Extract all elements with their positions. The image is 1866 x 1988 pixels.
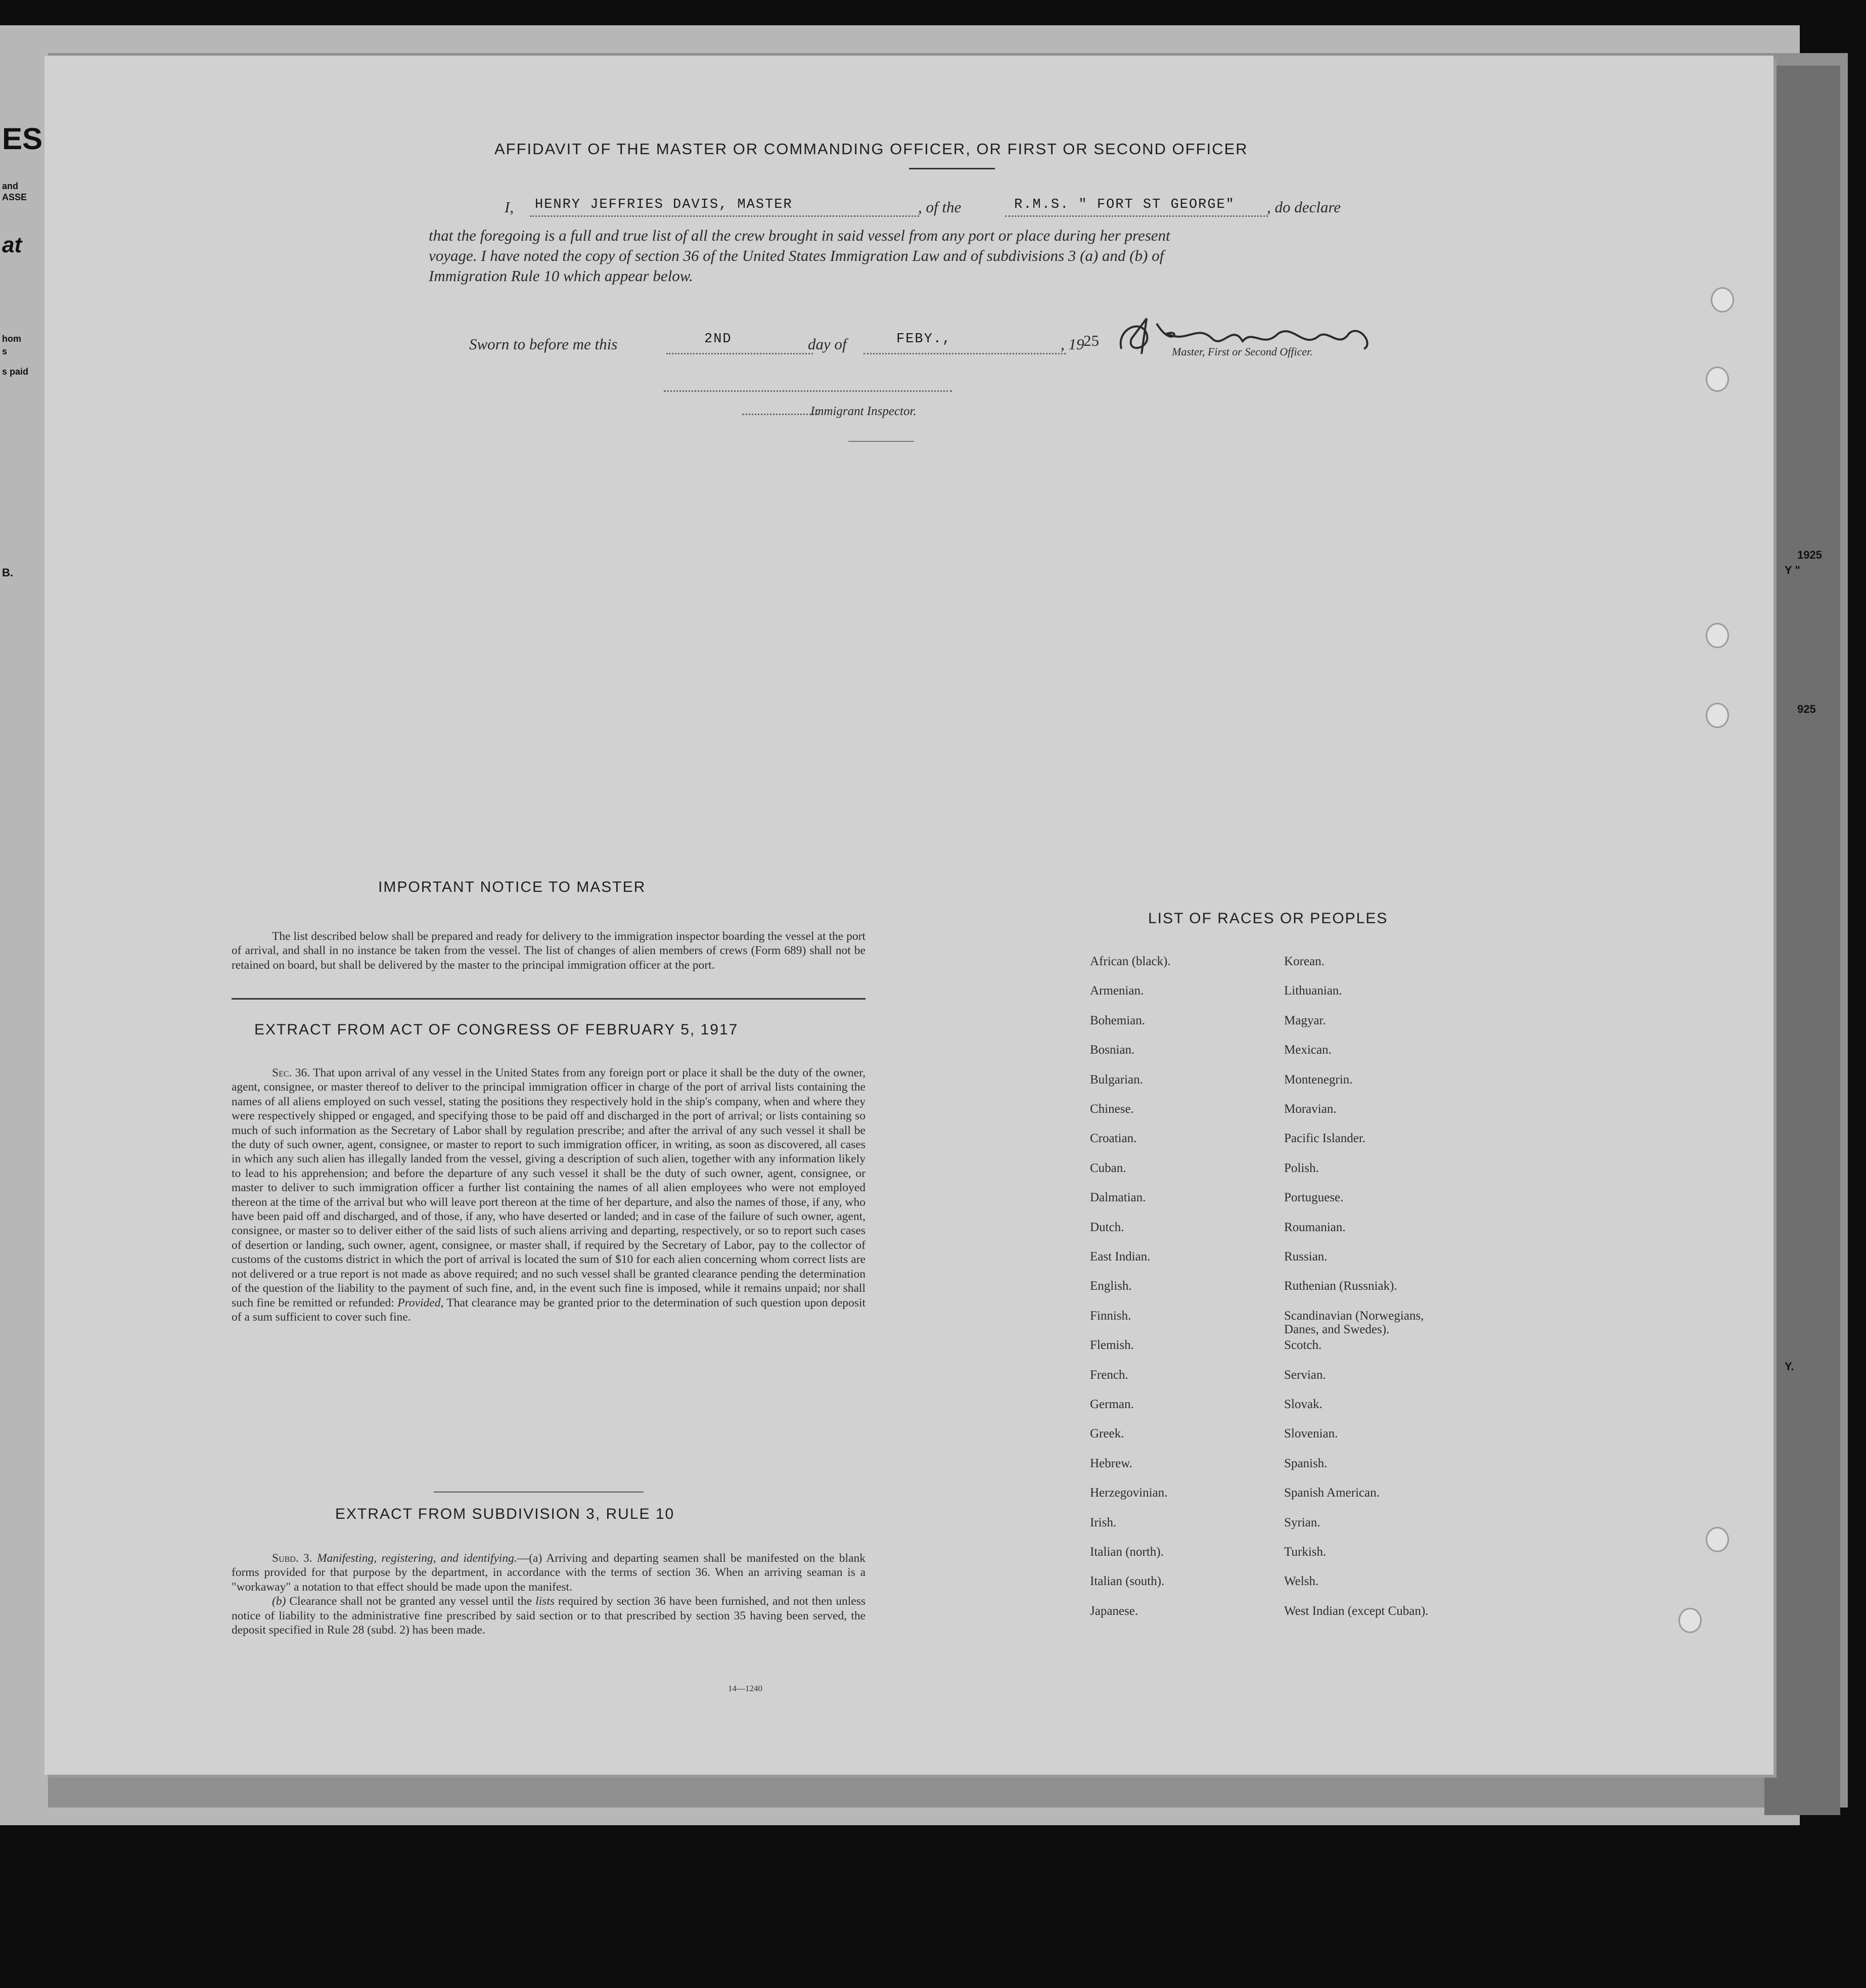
race-item: Hebrew. bbox=[1090, 1456, 1132, 1470]
subd-label: Subd. 3. bbox=[272, 1552, 312, 1565]
edge-fragment: and bbox=[2, 181, 19, 191]
punch-hole bbox=[1706, 1527, 1729, 1552]
edge-fragment: s paid bbox=[2, 367, 29, 377]
punch-hole bbox=[1706, 623, 1729, 648]
races-right-column bbox=[1284, 955, 1507, 1698]
form-number: 14—1240 bbox=[728, 1684, 762, 1693]
subd-heading: Manifesting, registering, and identifying. bbox=[316, 1552, 517, 1565]
extract-rule-title: EXTRACT FROM SUBDIVISION 3, RULE 10 bbox=[335, 1506, 675, 1522]
provided-text: That clearance may be granted prior to the determination of such question upon deposit of a sum sufficient to cover such fine. bbox=[232, 1296, 866, 1324]
race-item: Slovak. bbox=[1284, 1397, 1323, 1411]
race-item: East Indian. bbox=[1090, 1250, 1151, 1263]
right-edge-sheets bbox=[1764, 66, 1840, 1815]
edge-fragment: B. bbox=[2, 566, 13, 579]
punch-hole bbox=[1678, 1608, 1702, 1633]
left-edge-fragments bbox=[0, 121, 51, 627]
race-item: Chinese. bbox=[1090, 1102, 1134, 1116]
race-item: Irish. bbox=[1090, 1515, 1117, 1529]
notice-paragraph: The list described below shall be prepared and ready for delivery to the immigration inspector boarding the vessel at the port of arrival, and shall in no instance be taken from the vessel. The list of changes of alien members of crews (Form 689) shall not be retained on board, but shall be delivered by the master to the principal immigration officer at the port. bbox=[232, 930, 866, 972]
edge-fragment: 925 bbox=[1797, 703, 1816, 715]
race-item: Lithuanian. bbox=[1284, 984, 1342, 998]
race-item: African (black). bbox=[1090, 955, 1171, 968]
extract-act-title: EXTRACT FROM ACT OF CONGRESS OF FEBRUARY 5, 1917 bbox=[254, 1021, 739, 1038]
title-underline bbox=[909, 168, 995, 169]
race-item: French. bbox=[1090, 1368, 1128, 1382]
race-item: Bohemian. bbox=[1090, 1013, 1146, 1027]
race-item: Japanese. bbox=[1090, 1604, 1139, 1618]
edge-fragment: 1925 bbox=[1797, 549, 1822, 561]
divider bbox=[232, 998, 866, 1000]
para-b-2: required by section 36 have been furnished, and not then unless notice of liability to the administrative fine prescribed by said section or to that prescribed by section 35 having been served, the deposit specified in Rule 28 (subd. 2) has been made. bbox=[232, 1595, 866, 1637]
para-b-1: Clearance shall not be granted any vessel until the bbox=[289, 1595, 532, 1608]
inspector-label: Immigrant Inspector. bbox=[810, 404, 917, 418]
race-item: Spanish American. bbox=[1284, 1486, 1380, 1500]
race-item: Roumanian. bbox=[1284, 1220, 1346, 1234]
para-b-label: (b) bbox=[272, 1595, 286, 1608]
race-item: Armenian. bbox=[1090, 984, 1144, 998]
para-a: —(a) Arriving and departing seamen shall be manifested on the blank forms provided for that purpose by the department, in accordance with the terms of section 36. When an arriving seaman is a "workaway" a notation to that effect should be made upon the manifest. bbox=[232, 1552, 866, 1594]
document-page bbox=[44, 56, 1773, 1775]
edge-fragment: ASSE bbox=[2, 192, 27, 202]
edge-fragment: ES bbox=[2, 122, 43, 156]
affidavit-line-2: that the foregoing is a full and true list of all the crew brought in said vessel from any port or place during her present bbox=[429, 227, 1170, 244]
divider bbox=[848, 441, 914, 442]
race-item: German. bbox=[1090, 1397, 1134, 1411]
races-title: LIST OF RACES OR PEOPLES bbox=[1148, 910, 1388, 927]
race-item: Herzegovinian. bbox=[1090, 1486, 1168, 1500]
divider bbox=[434, 1492, 644, 1493]
edge-fragment: s bbox=[2, 346, 8, 356]
sworn-month: FEBY., bbox=[896, 332, 952, 347]
race-item: Croatian. bbox=[1090, 1132, 1137, 1146]
edge-fragment: hom bbox=[2, 334, 21, 344]
punch-hole bbox=[1706, 703, 1729, 728]
vessel-name-line bbox=[1005, 215, 1268, 217]
inspector-signature-line bbox=[664, 390, 952, 392]
do-declare-text: , do declare bbox=[1267, 198, 1341, 216]
year-prefix: , 19 bbox=[1061, 335, 1084, 353]
race-item: Scotch. bbox=[1284, 1338, 1322, 1352]
race-item: Spanish. bbox=[1284, 1456, 1328, 1470]
race-item: Pacific Islander. bbox=[1284, 1132, 1366, 1146]
punch-hole bbox=[1711, 287, 1734, 312]
race-item: Ruthenian (Russniak). bbox=[1284, 1279, 1397, 1293]
provided-label: Provided, bbox=[397, 1296, 444, 1309]
race-item: Dalmatian. bbox=[1090, 1191, 1146, 1205]
race-item: Moravian. bbox=[1284, 1102, 1337, 1116]
race-item: Scandinavian (Norwegians, Danes, and Swedes). bbox=[1284, 1308, 1424, 1336]
year-suffix: 25 bbox=[1083, 332, 1099, 349]
signer-label: Master, First or Second Officer. bbox=[1172, 345, 1313, 358]
affidavit-title: AFFIDAVIT OF THE MASTER OR COMMANDING OFFICER, OR FIRST OR SECOND OFFICER bbox=[494, 140, 1248, 158]
race-item: Italian (north). bbox=[1090, 1545, 1164, 1559]
notice-title: IMPORTANT NOTICE TO MASTER bbox=[378, 879, 646, 895]
master-name-line bbox=[530, 215, 919, 217]
race-item: Dutch. bbox=[1090, 1220, 1124, 1234]
affidavit-lead: I, bbox=[505, 198, 514, 216]
race-item: Slovenian. bbox=[1284, 1427, 1338, 1441]
inspector-line-lead bbox=[742, 414, 818, 415]
vessel-name: R.M.S. " FORT ST GEORGE" bbox=[1014, 197, 1235, 212]
extract-act-text bbox=[232, 1066, 866, 1324]
sworn-month-line bbox=[863, 353, 1066, 354]
races-left-column bbox=[1090, 955, 1272, 1698]
sworn-text: Sworn to before me this bbox=[469, 335, 618, 353]
affidavit-line-4: Immigration Rule 10 which appear below. bbox=[429, 267, 693, 285]
sworn-day-line bbox=[666, 353, 813, 354]
race-item: Turkish. bbox=[1284, 1545, 1327, 1559]
race-item: Italian (south). bbox=[1090, 1574, 1165, 1589]
race-item: Syrian. bbox=[1284, 1515, 1321, 1529]
extract-rule-text bbox=[232, 1551, 866, 1637]
race-item: Magyar. bbox=[1284, 1013, 1326, 1027]
race-item: Bulgarian. bbox=[1090, 1072, 1143, 1087]
race-item: Russian. bbox=[1284, 1250, 1328, 1263]
race-item: Bosnian. bbox=[1090, 1043, 1135, 1057]
section-36-text: That upon arrival of any vessel in the United States from any foreign port or place it shall be the duty of the owner, agent, consignee, or master thereof to deliver to the principal immigration officer in charge of the port of arrival lists containing the names of all aliens employed on such vessel, stating the positions they respectively hold in the ship's company, when and where they were respectively shipped or engaged, and specifying those to be paid off and discharged in the port of arrival; or lists containing so much of such information as the Secretary of Labor shall by regulation prescribe; and after the arrival of any such vessel it shall be the duty of such owner, agent, consignee, or master to report to such immigration officer, in writing, as soon as discovered, all cases in which any such alien has illegally landed from the vessel, giving a description of such alien, together with any information likely to lead to his apprehension; and before the departure of any such vessel it shall be the duty of such owner, agent, consignee, or master to deliver to such immigration officer a further list containing the names of all alien employees who were not employed thereon at the time of the arrival but who will leave port thereon at the time of her departure, and also the names of those, if any, who have been paid off and discharged, and of those, if any, who have deserted or landed; and in case of the failure of such owner, agent, consignee, or master so to deliver either of the said lists of such aliens arriving and departing, respectively, or so to report such cases of desertion or landing, such owner, agent, consignee, or master shall, if required by the Secretary of Labor, pay to the collector of customs of the customs district in which the port of arrival is located the sum of $10 for each alien concerning whom correct lists are not delivered or a true report is not made as above required; and no such vessel shall be granted clearance pending the determination of the question of the liability to the payment of such fine, and, in the event such fine is imposed, while it remains unpaid; nor shall such fine be remitted or refunded: bbox=[232, 1066, 866, 1309]
master-name: HENRY JEFFRIES DAVIS, MASTER bbox=[535, 197, 793, 212]
of-the-text: , of the bbox=[918, 198, 962, 216]
sec-label: Sec. 36. bbox=[272, 1066, 310, 1079]
sworn-day: 2ND bbox=[704, 332, 732, 347]
race-item: Polish. bbox=[1284, 1161, 1319, 1175]
race-item: Greek. bbox=[1090, 1427, 1124, 1441]
affidavit-line-3: voyage. I have noted the copy of section 36 of the United States Immigration Law and of subdivisions 3 (a) and (b) of bbox=[429, 247, 1164, 264]
day-of-text: day of bbox=[808, 335, 847, 353]
race-item: Korean. bbox=[1284, 955, 1325, 968]
punch-hole bbox=[1706, 367, 1729, 392]
notice-text bbox=[232, 929, 866, 972]
race-item: Portuguese. bbox=[1284, 1191, 1344, 1205]
race-item: Montenegrin. bbox=[1284, 1072, 1353, 1087]
race-item: Finnish. bbox=[1090, 1308, 1131, 1323]
edge-fragment: Y " bbox=[1785, 564, 1800, 576]
race-item: Cuban. bbox=[1090, 1161, 1126, 1175]
race-item: Flemish. bbox=[1090, 1338, 1134, 1352]
edge-fragment: Y. bbox=[1785, 1360, 1794, 1373]
para-b-lists: lists bbox=[535, 1595, 555, 1608]
race-item: Servian. bbox=[1284, 1368, 1326, 1382]
race-item: Welsh. bbox=[1284, 1574, 1319, 1589]
race-item: West Indian (except Cuban). bbox=[1284, 1604, 1429, 1618]
race-item: English. bbox=[1090, 1279, 1132, 1293]
edge-fragment: at bbox=[2, 233, 22, 257]
race-item: Mexican. bbox=[1284, 1043, 1332, 1057]
